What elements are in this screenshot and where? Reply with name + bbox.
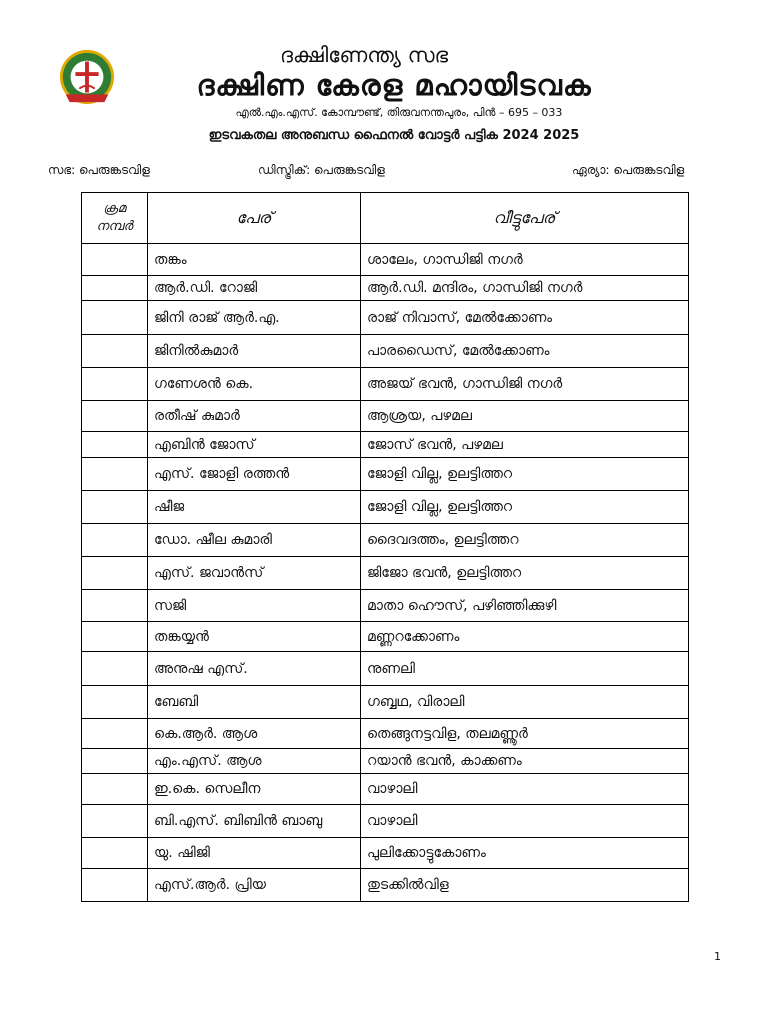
- serial-number-cell: [82, 458, 148, 491]
- house-name-cell: ആശ്രയ, പഴമല: [361, 401, 689, 432]
- table-row: [82, 335, 689, 368]
- sabha-label: സഭ: പെരുങ്കടവിള: [48, 163, 150, 177]
- serial-number-cell: [82, 276, 148, 301]
- house-name-cell: അജയ് ഭവൻ, ഗാന്ധിജി നഗർ: [361, 368, 689, 401]
- house-name-header: വീട്ടുപേര്: [361, 193, 689, 244]
- serial-number-cell: [82, 301, 148, 335]
- table-row: [82, 276, 689, 301]
- serial-number-cell: [82, 491, 148, 524]
- name-cell: എസ്. ജവാൻസ്: [148, 557, 361, 590]
- name-cell: ജിനിൽകുമാർ: [148, 335, 361, 368]
- serial-number-cell: [82, 557, 148, 590]
- table-row: [82, 524, 689, 557]
- house-name-cell: രാജ് നിവാസ്, മേൽക്കോണം: [361, 301, 689, 335]
- name-cell: ഗണേശൻ കെ.: [148, 368, 361, 401]
- serial-number-cell: [82, 401, 148, 432]
- name-cell: അനുഷ എസ്.: [148, 652, 361, 686]
- name-cell: എബിൻ ജോസ്: [148, 432, 361, 458]
- serial-number-cell: [82, 805, 148, 838]
- voters-table: [81, 192, 689, 902]
- table-row: [82, 652, 689, 686]
- name-header: പേര്: [148, 193, 361, 244]
- table-row: [82, 368, 689, 401]
- page-number: 1: [714, 950, 721, 963]
- name-cell: തങ്കം: [148, 244, 361, 276]
- serial-number-cell: [82, 838, 148, 869]
- house-name-cell: ജോളി വില്ല, ഉലട്ടിത്തറ: [361, 491, 689, 524]
- church-name: ദക്ഷിണേന്ത്യ സഭ: [279, 43, 449, 67]
- house-name-cell: പാരഡൈസ്, മേൽക്കോണം: [361, 335, 689, 368]
- house-name-cell: ജോളി വില്ല, ഉലട്ടിത്തറ: [361, 458, 689, 491]
- name-cell: രതീഷ് കുമാർ: [148, 401, 361, 432]
- table-row: [82, 622, 689, 652]
- serial-number-cell: [82, 869, 148, 902]
- house-name-cell: ജോസ് ഭവൻ, പഴമല: [361, 432, 689, 458]
- serial-number-cell: [82, 335, 148, 368]
- house-name-cell: ശാലേം, ഗാന്ധിജി നഗർ: [361, 244, 689, 276]
- name-cell: ഷീജ: [148, 491, 361, 524]
- name-cell: ബേബി: [148, 686, 361, 719]
- serial-number-cell: [82, 622, 148, 652]
- table-row: [82, 557, 689, 590]
- table-row: [82, 774, 689, 805]
- name-cell: എസ്.ആർ. പ്രിയ: [148, 869, 361, 902]
- house-name-cell: ദൈവദത്തം, ഉലട്ടിത്തറ: [361, 524, 689, 557]
- house-name-cell: വാഴാലി: [361, 774, 689, 805]
- house-name-cell: ആർ.ഡി. മന്ദിരം, ഗാന്ധിജി നഗർ: [361, 276, 689, 301]
- table-row: [82, 749, 689, 774]
- serial-number-cell: [82, 652, 148, 686]
- name-cell: കെ.ആർ. ആശ: [148, 719, 361, 749]
- name-cell: തങ്കയ്യൻ: [148, 622, 361, 652]
- table-row: [82, 686, 689, 719]
- name-cell: യു. ഷിജി: [148, 838, 361, 869]
- district-label: ഡിസ്ട്രിക്: പെരുങ്കടവിള: [258, 163, 385, 177]
- house-name-cell: ജിജോ ഭവൻ, ഉലട്ടിത്തറ: [361, 557, 689, 590]
- serial-number-cell: [82, 432, 148, 458]
- name-cell: എം.എസ്. ആശ: [148, 749, 361, 774]
- name-cell: സജി: [148, 590, 361, 622]
- serial-number-cell: [82, 686, 148, 719]
- house-name-cell: തുടക്കിൽവിള: [361, 869, 689, 902]
- house-name-cell: മണ്ണറക്കോണം: [361, 622, 689, 652]
- table-row: [82, 458, 689, 491]
- diocese-name: ദക്ഷിണ കേരള മഹായിടവക: [196, 68, 592, 102]
- serial-number-cell: [82, 749, 148, 774]
- house-name-cell: പുലിക്കോട്ടുകോണം: [361, 838, 689, 869]
- table-row: [82, 838, 689, 869]
- table-row: [82, 244, 689, 276]
- house-name-cell: മാതാ ഹൌസ്, പഴിഞ്ഞിക്കുഴി: [361, 590, 689, 622]
- table-row: [82, 301, 689, 335]
- table-row: [82, 590, 689, 622]
- table-row: [82, 432, 689, 458]
- area-label: ഏര്യാ: പെരുങ്കടവിള: [572, 163, 685, 177]
- serial-number-cell: [82, 719, 148, 749]
- table-header-row: [82, 193, 689, 244]
- name-cell: ജിനി രാജ് ആർ.എ.: [148, 301, 361, 335]
- table-row: [82, 401, 689, 432]
- address: എൽ.എം.എസ്. കോമ്പൗണ്ട്, തിരുവനന്തപുരം, പിൻ – 695 – 033: [235, 106, 563, 119]
- serial-number-cell: [82, 244, 148, 276]
- house-name-cell: ഗബ്ബഥ, വിരാലി: [361, 686, 689, 719]
- house-name-cell: തെങ്ങുനട്ടവിള, തലമണ്ണൂർ: [361, 719, 689, 749]
- name-cell: ആർ.ഡി. റോജി: [148, 276, 361, 301]
- name-cell: ബി.എസ്. ബിബിൻ ബാബു: [148, 805, 361, 838]
- name-cell: ഇ.കെ. സെലീന: [148, 774, 361, 805]
- name-cell: ഡോ. ഷീല കുമാരി: [148, 524, 361, 557]
- serial-number-cell: [82, 590, 148, 622]
- house-name-cell: നുണലി: [361, 652, 689, 686]
- serial-number-header: ക്രമ നമ്പർ: [82, 193, 148, 244]
- serial-number-cell: [82, 524, 148, 557]
- serial-number-cell: [82, 368, 148, 401]
- voters-list-title: ഇടവകതല അനുബന്ധ ഫൈനൽ വോട്ടർ പട്ടിക 2024 2025: [208, 128, 580, 143]
- table-row: [82, 491, 689, 524]
- table-row: [82, 719, 689, 749]
- serial-number-cell: [82, 774, 148, 805]
- house-name-cell: റയാൻ ഭവൻ, കാക്കണം: [361, 749, 689, 774]
- table-row: [82, 805, 689, 838]
- house-name-cell: വാഴാലി: [361, 805, 689, 838]
- table-row: [82, 869, 689, 902]
- name-cell: എസ്. ജോളി രത്തൻ: [148, 458, 361, 491]
